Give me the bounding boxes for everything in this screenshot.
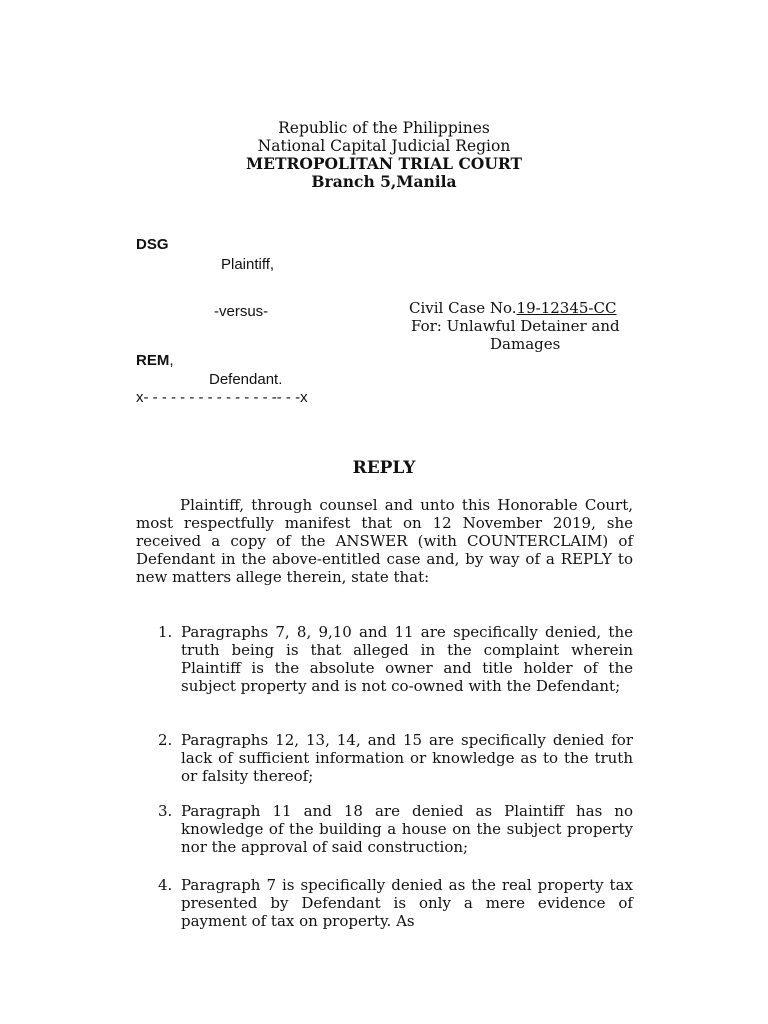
caption-republic: Republic of the Philippines — [278, 119, 490, 137]
case-nature-line2: Damages — [490, 335, 561, 353]
list-item-text: Paragraph 11 and 18 are denied as Plaintiff has no knowledge of the building a house on the subject property nor the approval of said construction; — [181, 802, 633, 856]
caption-region: National Capital Judicial Region — [257, 137, 511, 155]
list-item — [158, 731, 633, 785]
list-item-number: 4. — [158, 876, 173, 894]
versus-label: -versus- — [214, 303, 269, 320]
defendant-name: REM — [136, 352, 170, 369]
list-item-number: 1. — [158, 623, 173, 641]
plaintiff-role: Plaintiff, — [221, 256, 275, 273]
case-number: 19-12345-CC — [516, 299, 617, 317]
list-item — [158, 876, 633, 930]
document-title: REPLY — [352, 458, 416, 478]
plaintiff-name: DSG — [136, 236, 169, 253]
caption-branch: Branch 5,Manila — [311, 172, 457, 191]
list-item-number: 2. — [158, 731, 173, 749]
list-item-text: Paragraphs 12, 13, 14, and 15 are specifically denied for lack of sufficient information or knowledge as to the truth or falsity thereof; — [181, 731, 633, 785]
list-item — [158, 623, 633, 695]
caption-court: METROPOLITAN TRIAL COURT — [246, 154, 522, 173]
case-nature-line1: For: Unlawful Detainer and — [411, 317, 620, 335]
list-item-number: 3. — [158, 802, 173, 820]
case-number-line — [409, 299, 616, 317]
defendant-name-line — [136, 352, 174, 369]
case-number-label: Civil Case No. — [409, 299, 517, 317]
list-item-text: Paragraphs 7, 8, 9,10 and 11 are specifically denied, the truth being is that alleged in the complaint wherein Plaintiff is the absolute owner and title holder of the subject property and is not co-owned with the Defendant; — [181, 623, 633, 695]
defendant-role: Defendant. — [209, 371, 283, 388]
caption-separator: x- - - - - - - - - - - - - - -- - -x — [136, 389, 308, 406]
list-item — [158, 802, 633, 856]
list-item-text: Paragraph 7 is specifically denied as the real property tax presented by Defendant is only a mere evidence of payment of tax on property. As — [181, 876, 633, 930]
intro-paragraph: Plaintiff, through counsel and unto this Honorable Court, most respectfully manifest that on 12 November 2019, she received a copy of the ANSWER (with COUNTERCLAIM) of Defendant in the above-entitled case and, by way of a REPLY to new matters allege therein, state that: — [136, 496, 633, 586]
defendant-comma: , — [169, 352, 174, 369]
